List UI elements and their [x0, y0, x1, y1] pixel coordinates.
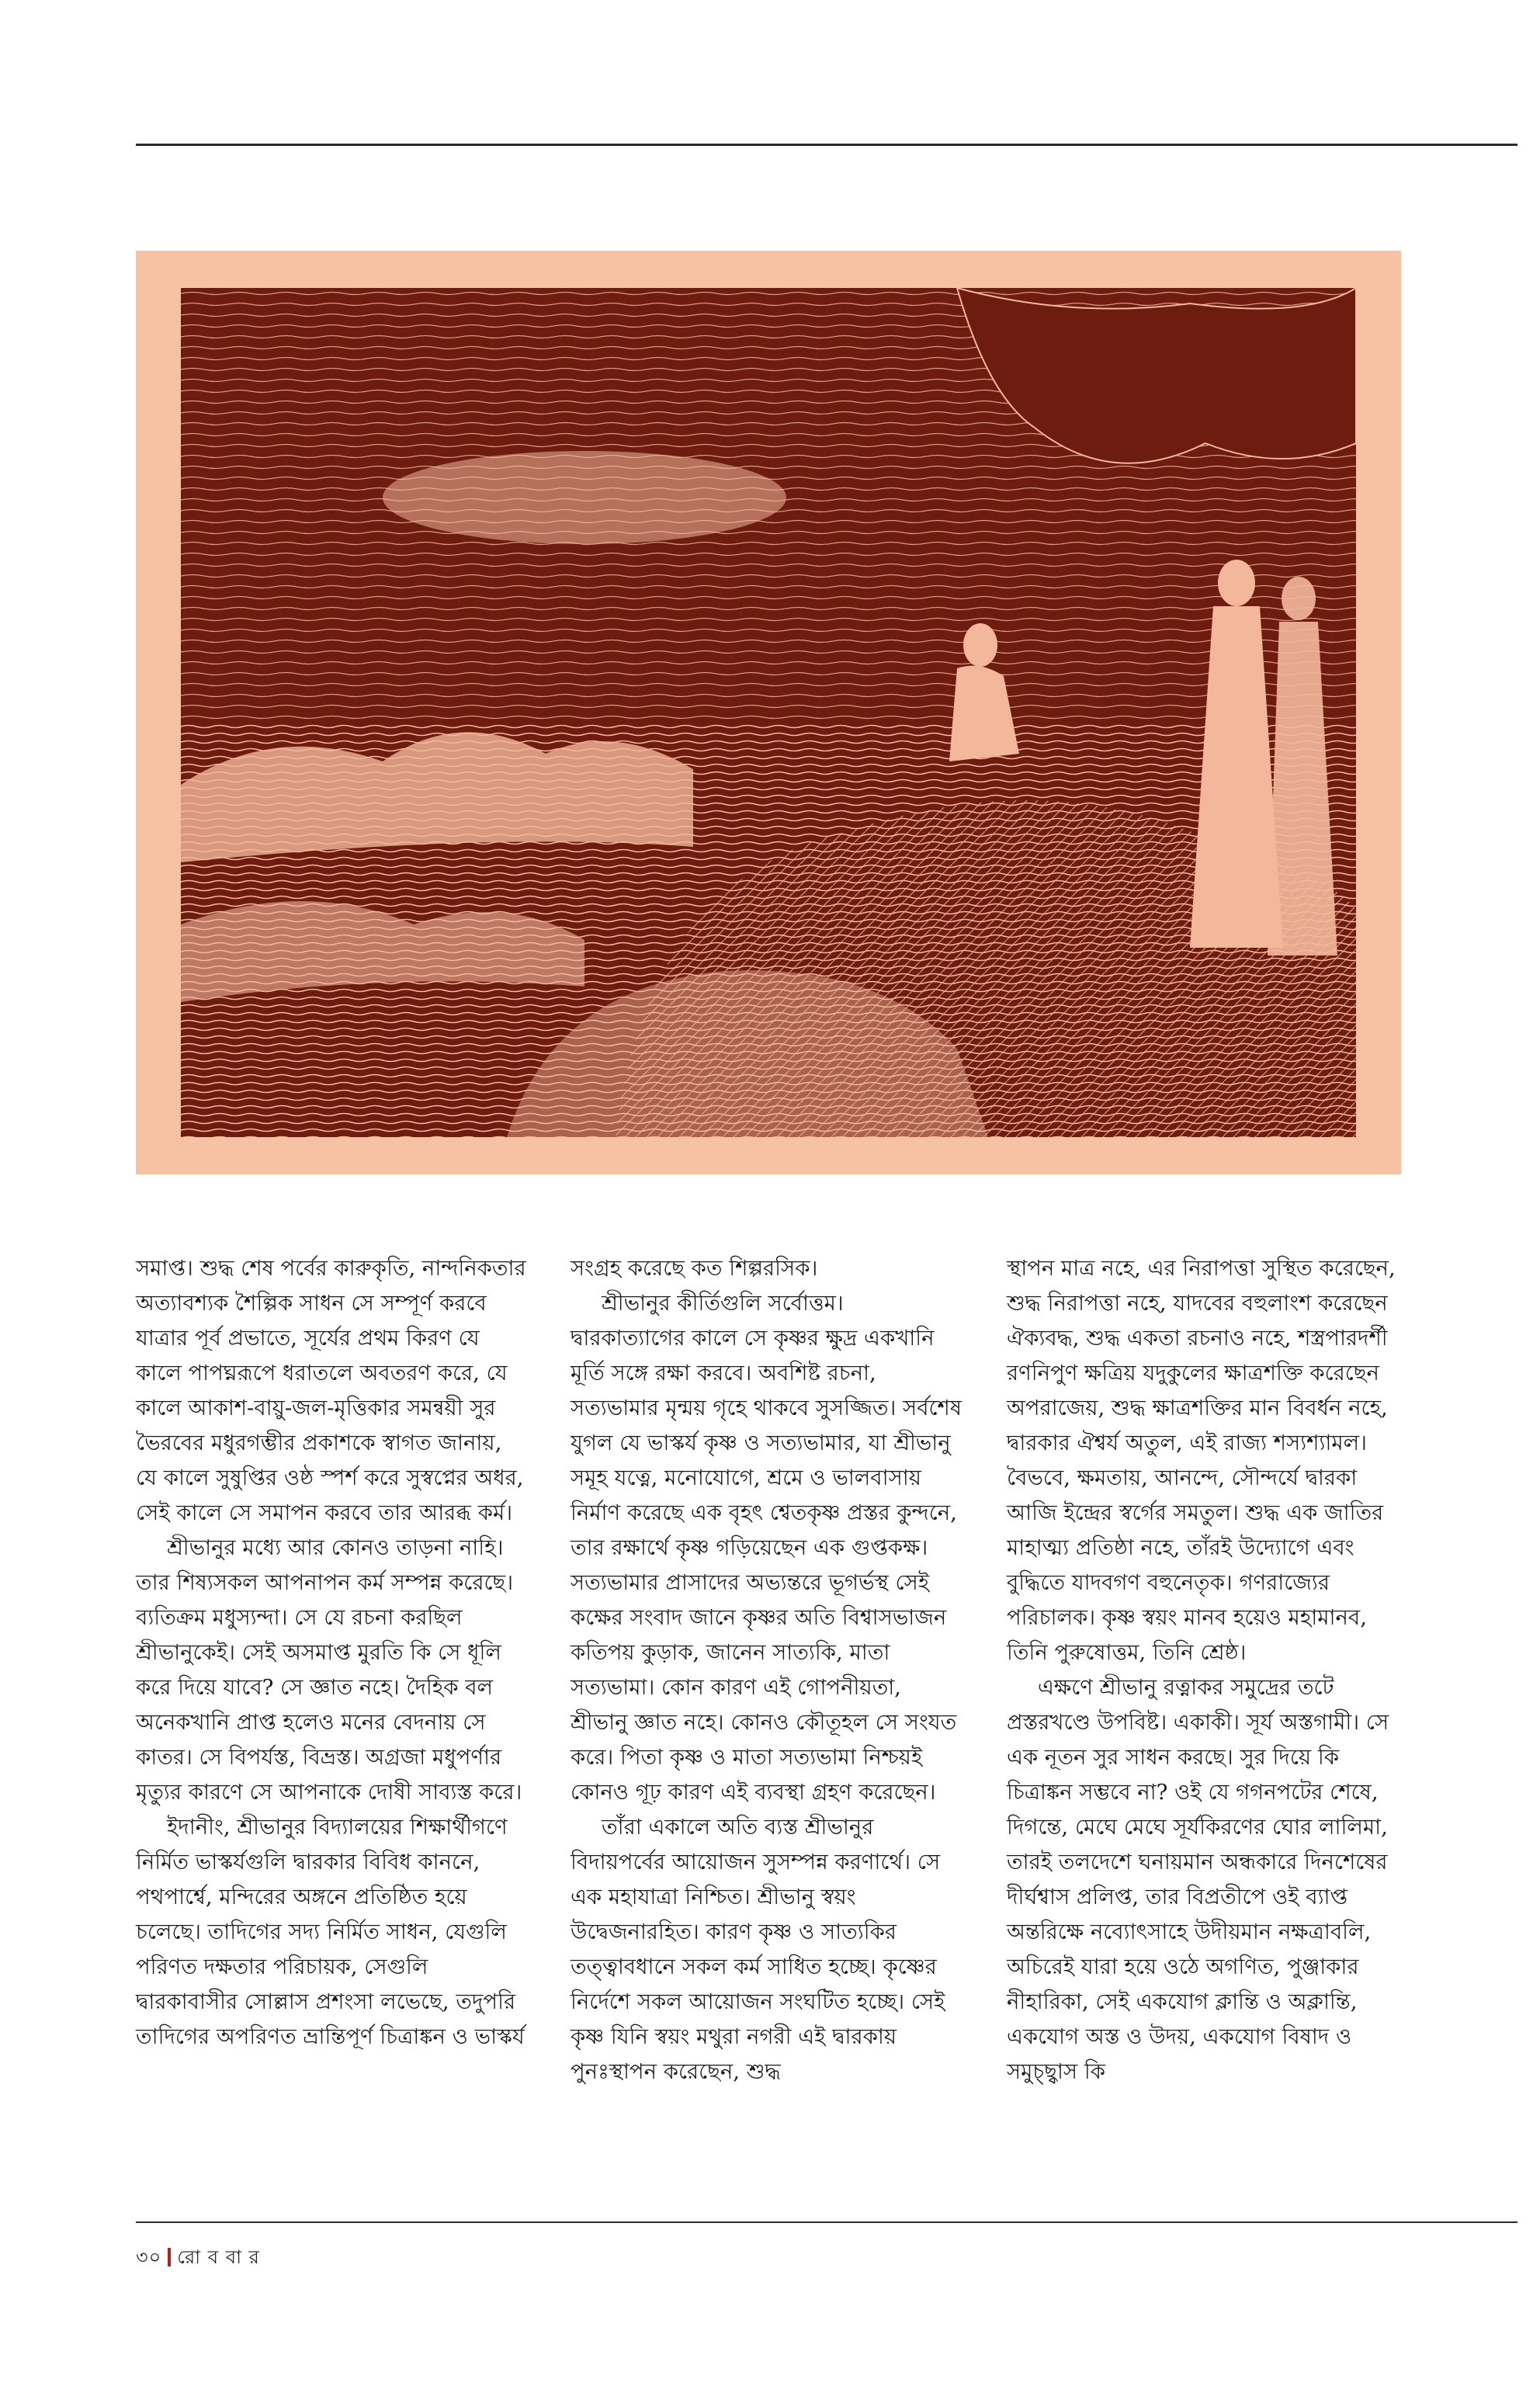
- seashore-illustration: [181, 288, 1356, 1137]
- article-column-3: [1007, 1251, 1399, 2090]
- magazine-name: রো ব বা র: [177, 2246, 260, 2268]
- page-footer: [136, 2243, 260, 2274]
- bottom-rule: [136, 2221, 1517, 2223]
- paragraph: শ্রীভানুর কীর্তিগুলি সর্বোত্তম। দ্বারকাত্যাগের কালে সে কৃষ্ণর ক্ষুদ্র একখানি মূর্তি সঙ্গে রক্ষা করবে। অবশিষ্ট রচনা, সত্যভামার মৃন্ময় গৃহে থাকবে সুসজ্জিত। সর্বশেষ যুগল যে ভাস্কর্য কৃষ্ণ ও সত্যভামার, যা শ্রীভানু সমূহ যত্নে, মনোযোগে, শ্রমে ও ভালবাসায় নির্মাণ করেছে এক বৃহৎ শ্বেতকৃষ্ণ প্রস্তর কুন্দনে, তার রক্ষার্থে কৃষ্ণ গড়িয়েছেন এক গুপ্তকক্ষ। সত্যভামার প্রাসাদের অভ্যন্তরে ভূগর্ভস্থ সেই কক্ষের সংবাদ জানে কৃষ্ণর অতি বিশ্বাসভাজন কতিপয় কুড়াক, জানেন সাত্যকি, মাতা সত্যভামা। কোন কারণ এই গোপনীয়তা, শ্রীভানু জ্ঞাত নহে। কোনও কৌতূহল সে সংযত করে। পিতা কৃষ্ণ ও মাতা সত্যভামা নিশ্চয়ই কোনও গূঢ় কারণ এই ব্যবস্থা গ্রহণ করেছেন।: [571, 1291, 962, 1805]
- paragraph: ইদানীং, শ্রীভানুর বিদ্যালয়ের শিক্ষার্থীগণে নির্মিত ভাস্কর্যগুলি দ্বারকার বিবিধ কাননে, পথপার্শ্বে, মন্দিরের অঙ্গনে প্রতিষ্ঠিত হয়ে চলেছে। তাদিগের সদ্য নির্মিত সাধন, যেগুলি পরিণত দক্ষতার পরিচায়ক, সেগুলি দ্বারকাবাসীর সোল্লাস প্রশংসা লভেছে, তদুপরি তাদিগের অপরিণত ভ্রান্তিপূর্ণ চিত্রাঙ্কন ও ভাস্কর্য: [136, 1815, 525, 2049]
- illustration-svg: [181, 288, 1356, 1137]
- paragraph: তাঁরা একালে অতি ব্যস্ত শ্রীভানুর বিদায়পর্বের আয়োজন সুসম্পন্ন করণার্থে। সে এক মহাযাত্রা নিশ্চিত। শ্রীভানু স্বয়ং উদ্বেজনারহিত। কারণ কৃষ্ণ ও সাত্যকির তত্ত্বাবধানে সকল কর্ম সাধিত হচ্ছে। কৃষ্ণের নির্দেশে সকল আয়োজন সংঘটিত হচ্ছে। সেই কৃষ্ণ যিনি স্বয়ং মথুরা নগরী এই দ্বারকায় পুনঃস্থাপন করেছেন, শুদ্ধ: [571, 1815, 945, 2084]
- paragraph: এক্ষণে শ্রীভানু রত্নাকর সমুদ্রের তটে প্রস্তরখণ্ডে উপবিষ্ট। একাকী। সূর্য অস্তগামী। সে এক নূতন সুর সাধন করছে। সুর দিয়ে কি চিত্রাঙ্কন সম্ভবে না? ওই যে গগনপটের শেষে, দিগন্তে, মেঘে মেঘে সূর্যকিরণের ঘোর লালিমা, তারই তলদেশে ঘনায়মান অন্ধকারে দিনশেষের দীর্ঘশ্বাস প্রলিপ্ত, তার বিপ্রতীপে ওই ব্যাপ্ত অন্তরিক্ষে নব্যোৎসাহে উদীয়মান নক্ষত্রাবলি, অচিরেই যারা হয়ে ওঠে অগণিত, পুঞ্জাকার নীহারিকা, সেই একযোগ ক্লান্তি ও অক্লান্তি, একযোগ অস্ত ও উদয়, একযোগ বিষাদ ও সমুচ্ছ্বাস কি: [1007, 1675, 1389, 2084]
- paragraph: শ্রীভানুর মধ্যে আর কোনও তাড়না নাহি। তার শিষ্যসকল আপনাপন কর্ম সম্পন্ন করেছে। ব্যতিক্রম মধুস্যন্দা। সে যে রচনা করছিল শ্রীভানুকেই। সেই অসমাপ্ত মুরতি কি সে ধূলি করে দিয়ে যাবে? সে জ্ঞাত নহে। দৈহিক বল অনেকখানি প্রাপ্ত হলেও মনের বেদনায় সে কাতর। সে বিপর্যস্ত, বিভ্রস্ত। অগ্রজা মধুপর্ণার মৃত্যুর কারণে সে আপনাকে দোষী সাব্যস্ত করে।: [136, 1535, 522, 1805]
- illustration-frame: [136, 251, 1401, 1174]
- paragraph: সংগ্রহ করেছে কত শিল্পরসিক।: [571, 1256, 818, 1281]
- sun-glow: [383, 451, 786, 544]
- article-column-1: [136, 1251, 528, 2055]
- footer-separator: [168, 2248, 171, 2266]
- article-body: [136, 1251, 1396, 2190]
- paragraph: সমাপ্ত। শুদ্ধ শেষ পর্বের কারুকৃতি, নান্দনিকতার অত্যাবশ্যক শৈল্পিক সাধন সে সম্পূর্ণ করবে যাত্রার পূর্ব প্রভাতে, সূর্যের প্রথম কিরণ যে কালে পাপঘ্নরূপে ধরাতলে অবতরণ করে, যে কালে আকাশ-বায়ু-জল-মৃত্তিকার সমন্বয়ী সুর ভৈরবের মধুরগম্ভীর প্রকাশকে স্বাগত জানায়, যে কালে সুষুপ্তির ওষ্ঠ স্পর্শ করে সুস্বপ্নের অধর, সেই কালে সে সমাপন করবে তার আরব্ধ কর্ম।: [136, 1256, 526, 1525]
- article-column-2: [571, 1251, 962, 2090]
- top-rule: [136, 144, 1517, 146]
- page-number: ৩০: [136, 2246, 162, 2268]
- paragraph: স্থাপন মাত্র নহে, এর নিরাপত্তা সুস্থিত করেছেন, শুদ্ধ নিরাপত্তা নহে, যাদবের বহুলাংশ করেছেন ঐক্যবদ্ধ, শুদ্ধ একতা রচনাও নহে, শস্ত্রপারদর্শী রণনিপুণ ক্ষত্রিয় যদুকুলের ক্ষাত্রশক্তি করেছেন অপরাজেয়, শুদ্ধ ক্ষাত্রশক্তির মান বিবর্ধন নহে, দ্বারকার ঐশ্বর্য অতুল, এই রাজ্য শস্যশ্যামল। বৈভবে, ক্ষমতায়, আনন্দে, সৌন্দর্যে দ্বারকা আজি ইন্দ্রের স্বর্গের সমতুল। শুদ্ধ এক জাতির মাহাত্ম্য প্রতিষ্ঠা নহে, তাঁরই উদ্যোগে এবং বুদ্ধিতে যাদবগণ বহুনেতৃক। গণরাজ্যের পরিচালক। কৃষ্ণ স্বয়ং মানব হয়েও মহামানব, তিনি পুরুষোত্তম, তিনি শ্রেষ্ঠ।: [1007, 1256, 1396, 1665]
